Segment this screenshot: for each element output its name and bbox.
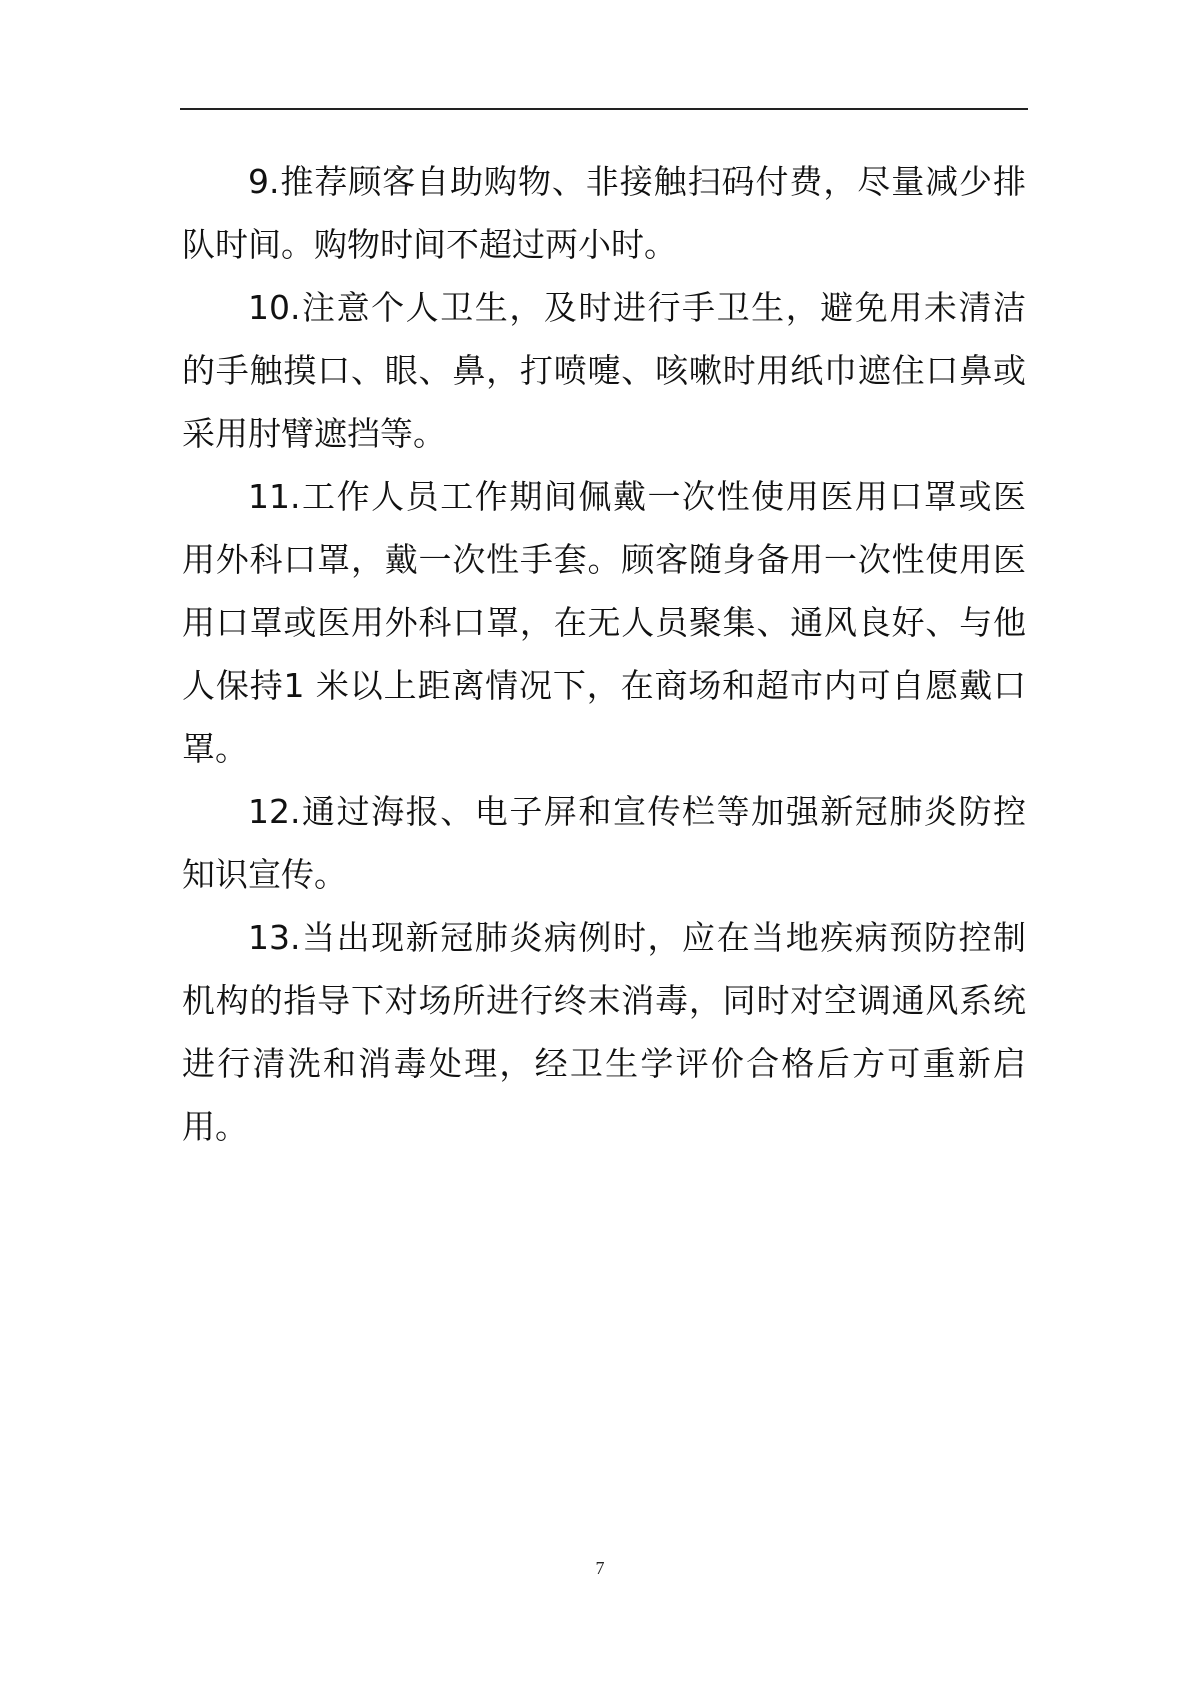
paragraph-item-10: 10.注意个人卫生，及时进行手卫生，避免用未清洁的手触摸口、眼、鼻，打喷嚏、咳嗽时用纸巾遮住口鼻或采用肘臂遮挡等。 [182, 288, 1026, 453]
header-rule [180, 108, 1028, 110]
document-body [182, 150, 1026, 1158]
paragraph-item-13: 13.当出现新冠肺炎病例时，应在当地疾病预防控制机构的指导下对场所进行终末消毒，同时对空调通风系统进行清洗和消毒处理，经卫生学评价合格后方可重新启用。 [182, 918, 1026, 1146]
paragraph-item-11: 11.工作人员工作期间佩戴一次性使用医用口罩或医用外科口罩，戴一次性手套。顾客随身备用一次性使用医用口罩或医用外科口罩，在无人员聚集、通风良好、与他人保持1 米以上距离情况下，在商场和超市内可自愿戴口罩。 [182, 477, 1026, 768]
paragraph-item-9: 9.推荐顾客自助购物、非接触扫码付费，尽量减少排队时间。购物时间不超过两小时。 [182, 162, 1026, 264]
page-number: 7 [595, 1558, 605, 1578]
paragraph-item-12: 12.通过海报、电子屏和宣传栏等加强新冠肺炎防控知识宣传。 [182, 792, 1026, 894]
